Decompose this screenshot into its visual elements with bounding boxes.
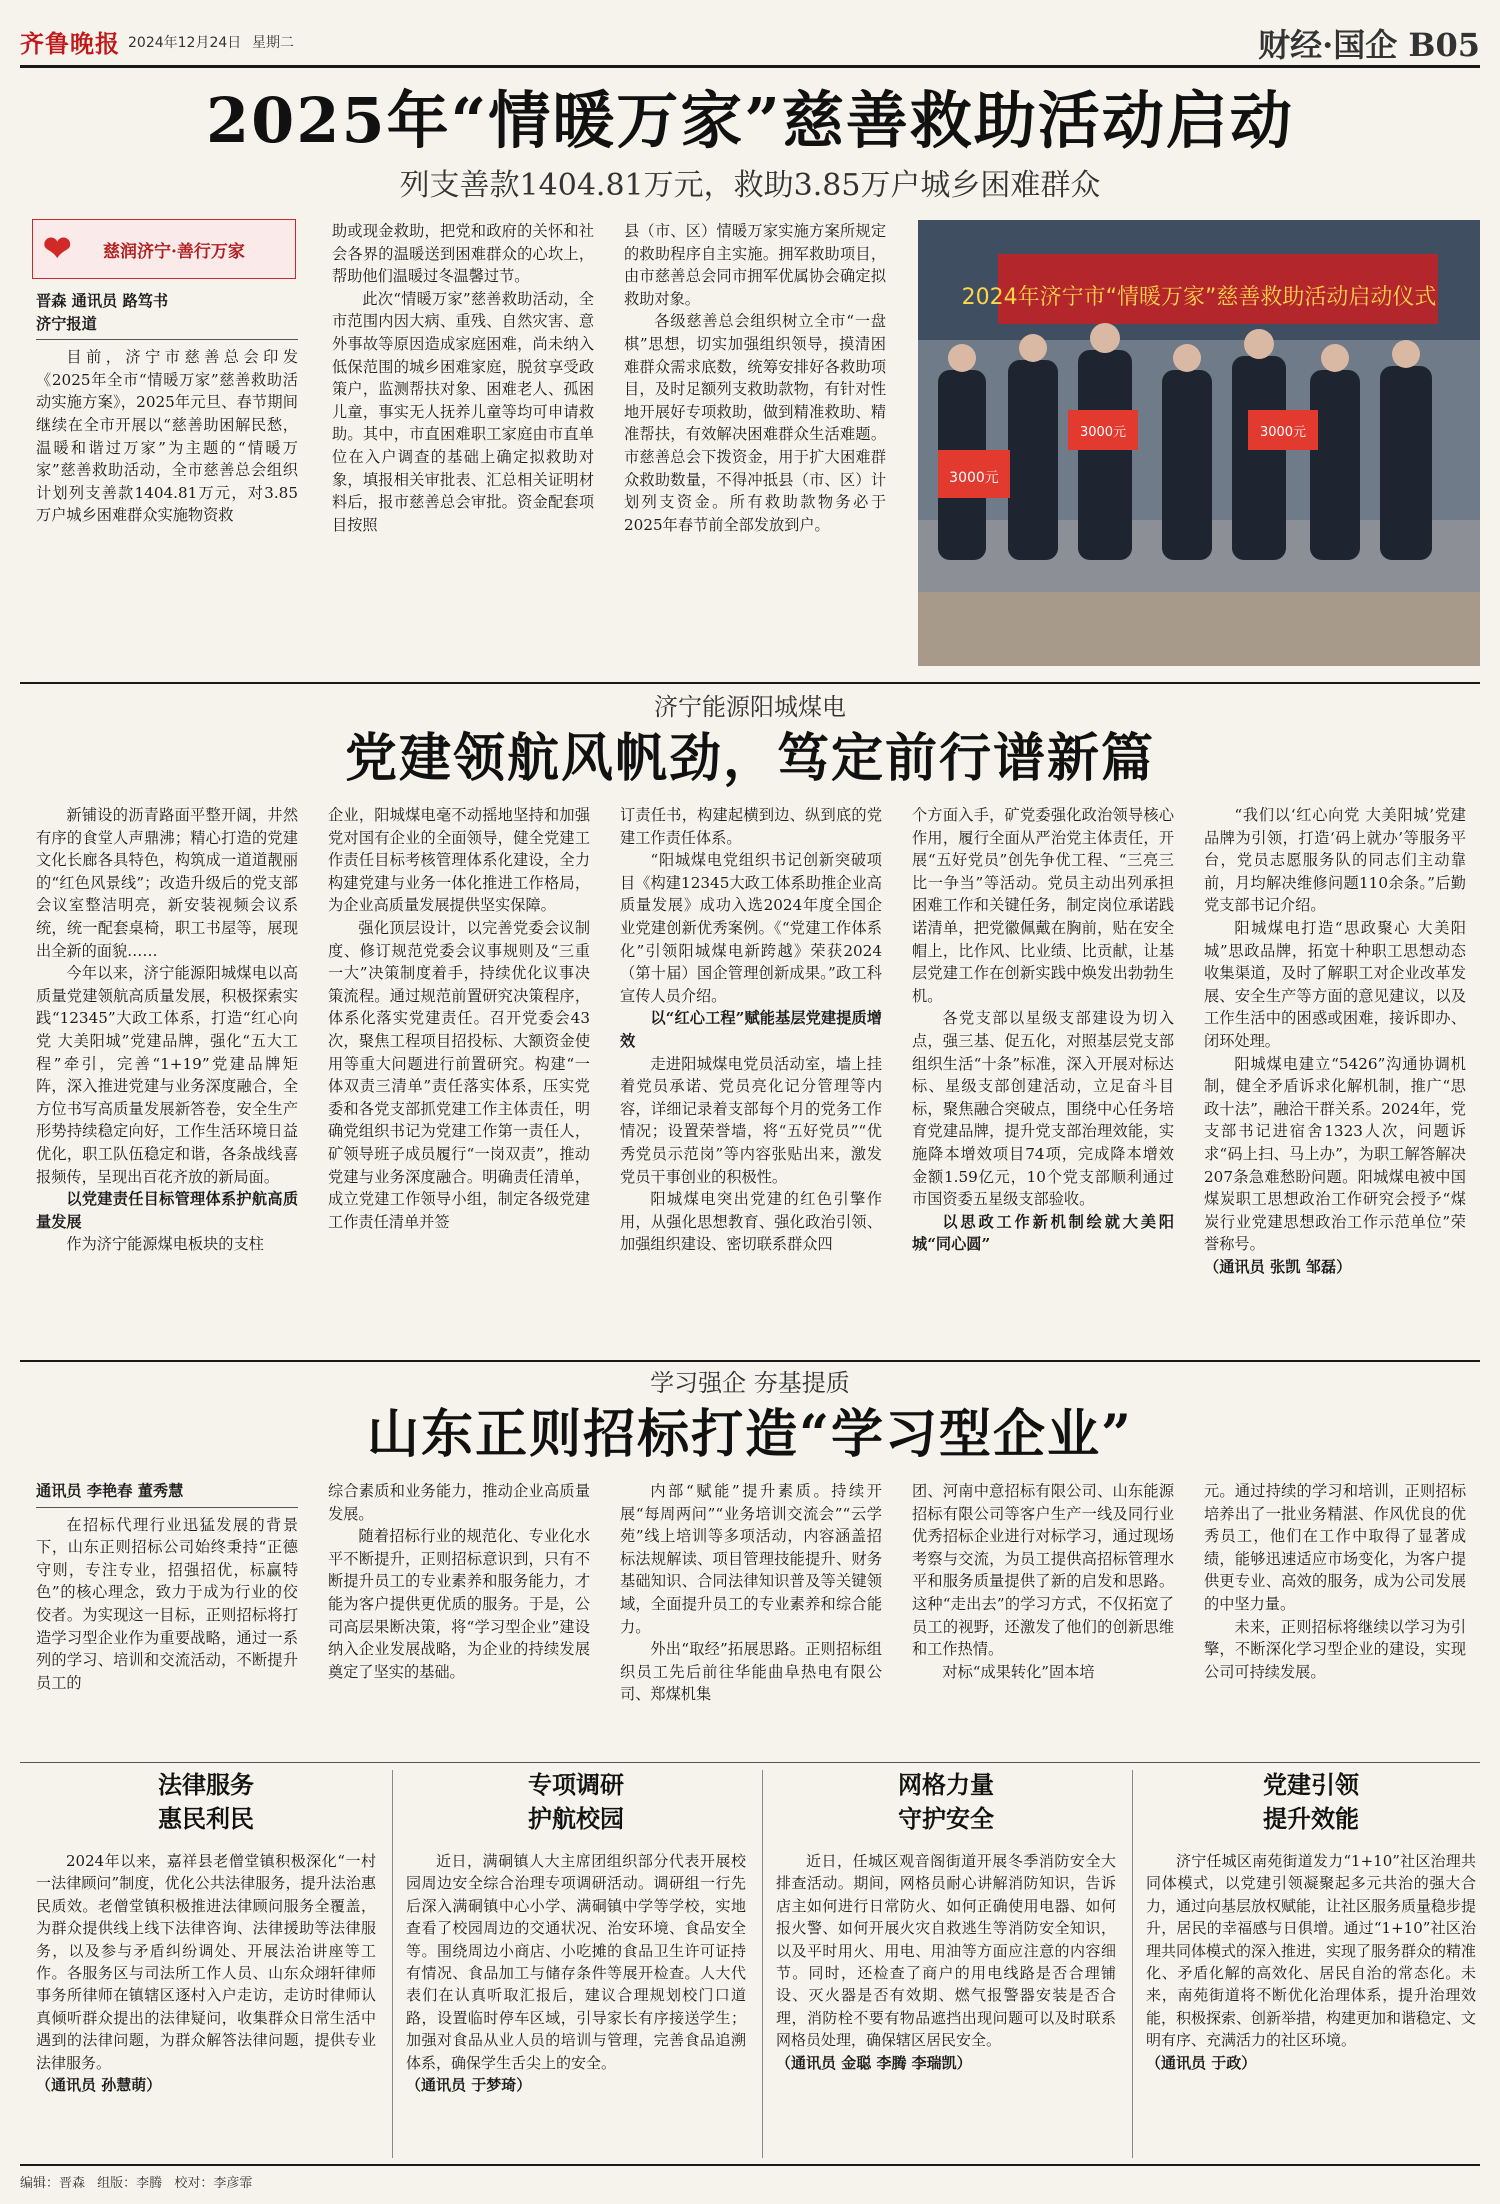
brief-title-line: 护航校园 [528,1804,624,1833]
brief-text: 济宁任城区南苑街道发力“1+10”社区治理共同体模式，以党建引领凝聚起多元共治的强大合力，通过向基层放权赋能，让社区服务质量稳步提升，居民的幸福感与日俱增。通过“1+10”社区治理共同体模式的深入推进，实现了服务群众的精准化、矛盾化解的高效化、居民自治的常态化。未来，南苑街道将不断优化治理体系，提升治理效能，积极探索、创新举措，构建更加和谐稳定、文明有序、充满活力的社区环境。 [1146,1852,1476,2050]
article1-col2 [332,220,594,666]
brief-title [36,1768,376,1836]
divider [20,1762,1480,1763]
brief-title [776,1768,1116,1836]
article1-headline: 2025年“情暖万家”慈善救助活动启动 [206,84,1294,157]
brief-body [36,1850,376,2160]
article3-paragraph: 团、河南中意招标有限公司、山东能源招标有限公司等客户生产一线及同行业优秀招标企业进行对标学习，通过现场考察与交流，为员工提供高招标管理水平和服务质量提供了新的启发和思路。这种“走出去”的学习方式，不仅拓宽了员工的视野，还激发了他们的创新思维和工作热情。 [912,1482,1174,1659]
article3-col5 [1204,1480,1466,1756]
brief-title [406,1768,746,1836]
heart-icon: ❤ [43,229,72,269]
ceremony-photo [918,220,1480,666]
article2-paragraph: 作为济宁能源煤电板块的支柱 [66,1235,264,1254]
article1-paragraph: 目前，济宁市慈善总会印发《2025年全市“情暖万家”慈善救助活动实施方案》，2025年元旦、春节期间继续在全市开展以“慈善助困解民愁，温暖和谐过万家”为主题的“情暖万家”慈善救助活动，全市慈善总会组织计划列支善款1404.81万元，对3.85万户城乡困难群众实施物资救 [36,348,298,525]
article2-author: （通讯员 张凯 邹磊） [1204,1257,1352,1276]
article3-col2 [328,1480,590,1756]
article3-paragraph: 随着招标行业的规范化、专业化水平不断提升，正则招标意识到，只有不断提升员工的专业素养和服务能力，才能为客户提供更优质的服务。于是，公司高层果断决策，将“学习型企业”建设纳入企业发展战略，为企业的持续发展奠定了坚实的基础。 [328,1527,590,1681]
article3-headline: 山东正则招标打造“学习型企业” [367,1404,1133,1465]
article1-paragraph: 此次“情暖万家”慈善救助活动，全市范围内因大病、重残、自然灾害、意外事故等原因造成家庭困难，尚未纳入低保范围的城乡困难家庭，脱贫享受政策户，监测帮扶对象、困难老人、孤困儿童，事实无人抚养儿童等均可申请救助。其中，市直困难职工家庭由市直单位在入户调查的基础上确定拟救助对象，填报相关审批表、汇总相关证明材料后，报市慈善总会审批。资金配套项目按照 [332,289,594,534]
footer-editor: 编辑：晋森 [20,2176,86,2191]
article2-paragraph: 订责任书，构建起横到边、纵到底的党建工作责任体系。 [620,806,882,847]
article2-paragraph: 强化顶层设计，以完善党委会议制度、修订规范党委会议事规则及“三重一大”决策制度着手，持续优化议事决策流程。通过规范前置研究决策程序，体系化落实党建责任。召开党委会43次，聚焦工程项目招投标、大额资金使用等重大问题进行前置研究。构建“一体双责三清单”责任落实体系，压实党委和各党支部抓党建工作主体责任，明确党组织书记为党建工作第一责任人，矿领导班子成员履行“一岗双责”，推动党建与业务深度融合。明确责任清单，成立党建工作领导小组，制定各级党建工作责任清单并签 [328,918,590,1231]
article2-col5 [1204,804,1466,1352]
brief-text: 2024年以来，嘉祥县老僧堂镇积极深化“一村一法律顾问”制度，优化公共法律服务，提升法治惠民质效。老僧堂镇积极推进法律顾问服务全覆盖，为群众提供线上线下法律咨询、法律援助等法律服务，以及参与矛盾纠纷调处、开展法治讲座等工作。各服务区与司法所工作人员、山东众翊轩律师事务所律师在镇辖区逐村入户走访，走访时律师认真倾听群众提出的法律疑问，收集群众日常生活中遇到的法律问题，为群众解答法律问题，提供专业法律服务。 [36,1852,376,2072]
brief-body [776,1850,1116,2160]
page-footer [20,2164,1480,2191]
brief-title-line: 法律服务 [158,1770,254,1799]
article3-paragraph: 元。通过持续的学习和培训，正则招标培养出了一批业务精湛、作风优良的优秀员工，他们在工作中取得了显著成绩，能够迅速适应市场变化，为客户提供更专业、高效的服务，成为公司发展的中坚力量。 [1204,1482,1466,1613]
column-divider [762,1770,763,2158]
brief-text: 近日，满硐镇人大主席团组织部分代表开展校园周边安全综合治理专项调研活动。调研组一行先后深入满硐镇中心小学、满硐镇中学等学校，实地查看了校园周边的交通状况、治安环境、食品安全等。围绕周边小商店、小吃摊的食品卫生许可证持有情况、食品加工与储存条件等展开检查。人大代表们在认真听取汇报后，建议合理规划校门口道路，设置临时停车区域，引导家长有序接送学生；加强对食品从业人员的培训与管理，完善食品追溯体系，确保学生舌尖上的安全。 [406,1852,746,2072]
column-divider [392,1770,393,2158]
issue-weekday: 星期二 [252,35,294,51]
article2-paragraph: 新铺设的沥青路面平整开阔，井然有序的食堂人声鼎沸；精心打造的党建文化长廊各具特色，构筑成一道道靓丽的“红色风景线”；改造升级后的党支部会议室整洁明亮，新安装视频会议系统，统一配套桌椅，职工书屋等，展现出全新的面貌…… [36,806,298,960]
issue-date: 2024年12月24日 [128,35,242,51]
article3-kicker: 学习强企 夯基提质 [650,1369,850,1397]
article3-paragraph: 未来，正则招标将继续以学习为引擎，不断深化学习型企业的建设，实现公司可持续发展。 [1204,1617,1466,1681]
article2-paragraph: 各党支部以星级支部建设为切入点，强三基、促五化，对照基层党支部组织生活“十条”标准，深入开展对标达标、星级支部创建活动，立足奋斗目标，聚焦融合突破点，围绕中心任务培育党建品牌，提升党支部治理效能，实施降本增效项目74项，完成降本增效金额1.59亿元，10个党支部顺利通过市国资委五星级支部验收。 [912,1009,1174,1209]
footer-designer: 组版：李腾 [97,2176,163,2191]
brief-title-line: 守护安全 [898,1804,994,1833]
article3-paragraph: 对标“成果转化”固本培 [942,1662,1095,1681]
article2-headline: 党建领航风帆劲，笃定前行谱新篇 [344,728,1155,789]
brief-body [406,1850,746,2160]
article2-subheading: 以“红心工程”赋能基层党建提质增效 [620,1009,882,1050]
article2-col4 [912,804,1174,1352]
brief-author: （通讯员 孙慧萌） [36,2076,162,2095]
article2-col3 [620,804,882,1352]
article2-col2 [328,804,590,1352]
article2-paragraph: “阳城煤电党组织书记创新突破项目《构建12345大政工体系助推企业高质量发展》成功入选2024年度全国企业党建创新优秀案例。《“党建工作体系化”引领阳城煤电新跨越》荣获2024（第十届）国企管理创新成果。”政工科宣传人员介绍。 [620,851,882,1005]
article2-subheading: 以党建责任目标管理体系护航高质量发展 [36,1190,298,1231]
article2-col1 [36,804,298,1352]
newspaper-page [20,14,1480,2190]
brief-body [1146,1850,1476,2160]
newspaper-logo: 齐鲁晚报 [20,29,120,58]
article2-kicker: 济宁能源阳城煤电 [654,693,846,721]
article2-paragraph: 阳城煤电建立“5426”沟通协调机制，健全矛盾诉求化解机制，推广“思政十法”，融洽干群关系。2024年，党支部书记进宿舍1323人次，问题诉求“码上扫、马上办”，为职工解答解决207条急难愁盼问题。阳城煤电被中国煤炭职工思想政治工作研究会授予“煤炭行业党建思想政治工作示范单位”荣誉称号。 [1204,1054,1466,1254]
article2-paragraph: 今年以来，济宁能源阳城煤电以高质量党建领航高质量发展，积极探索实践“12345”大政工体系，打造“红心向党 大美阳城”党建品牌，强化“五大工程”牵引，完善“1+19”党建品牌矩阵，深入推进党建与业务深度融合，全方位书写高质量发展新答卷，安全生产形势持续稳定向好，工作生活环境日益优化，职工队伍稳定和谐，各条战线喜报频传，呈现出百花齐放的新局面。 [36,964,298,1186]
brief-title-line: 党建引领 [1263,1770,1359,1799]
brief-author: （通讯员 于梦琦） [406,2076,532,2095]
footer-proofreader: 校对：李彦霏 [174,2176,253,2191]
article2-paragraph: 走进阳城煤电党员活动室，墙上挂着党员承诺、党员亮化记分管理等内容，详细记录着支部每个月的党务工作情况；设置荣誉墙，将“五好党员”“优秀党员示范岗”等内容张贴出来，激发党员干事创业的积极性。 [620,1054,882,1186]
article1-byline-place: 济宁报道 [36,313,298,341]
article3-paragraph: 内部“赋能”提升素质。持续开展“每周两问”“业务培训交流会”“云学苑”线上培训等多项活动，内容涵盖招标法规解读、项目管理技能提升、财务基础知识、合同法律知识普及等关键领域，全面提升员工的专业素养和综合能力。 [620,1482,882,1636]
charity-banner [32,219,296,279]
article2-paragraph: 企业，阳城煤电毫不动摇地坚持和加强党对国有企业的全面领导，健全党建工作责任目标考核管理体系化建设，全力构建党建与业务一体化推进工作格局，为企业高质量发展提供坚实保障。 [328,806,590,915]
article2-paragraph: 个方面入手，矿党委强化政治领导核心作用，履行全面从严治党主体责任，开展“五好党员”创先争优工程、“三亮三比一争当”等活动。党员主动出列承担困难工作和关键任务，制定岗位承诺践诺清单，把党徽佩戴在胸前，贴在安全帽上，比作风、比业绩、比贡献，让基层党建工作在创新实践中焕发出勃勃生机。 [912,806,1174,1005]
divider [20,682,1480,684]
article2-subheading: 以思政工作新机制绘就大美阳城“同心圆” [912,1212,1174,1254]
article1-subtitle: 列支善款1404.81万元，救助3.85万户城乡困难群众 [399,168,1101,203]
column-divider [1132,1770,1133,2158]
photo-board-text: 3000元 [949,470,999,486]
article3-col1 [36,1480,298,1756]
article1-paragraph: 各级慈善总会组织树立全市“一盘棋”思想，切实加强组织领导，摸清困难群众需求底数，统筹安排好各救助项目，及时足额列支救助款物，有针对性地开展好专项救助，做到精准救助、精准帮扶，有效解决困难群众生活难题。市慈善总会下拨资金，用于扩大困难群众救助数量，不得冲抵县（市、区）计划列支资金。所有救助款物务必于2025年春节前全部发放到户。 [624,312,886,534]
brief-text: 近日，任城区观音阁街道开展冬季消防安全大排查活动。期间，网格员耐心讲解消防知识，告诉店主如何进行日常防火、如何正确使用电器、如何报火警、如何开展火灾自救逃生等消防安全知识，以及平时用火、用电、用油等方面应注意的内容细节。同时，还检查了商户的用电线路是否合理铺设、灭火器是否有效期、燃气报警器安装是否合理，消防栓不要有物品遮挡出现问题可以及时联系网格员处理，确保辖区居民安全。 [776,1852,1116,2050]
brief-author: （通讯员 金聪 李腾 李瑞凯） [776,2053,972,2072]
article3-paragraph: 综合素质和业务能力，推动企业高质量发展。 [328,1482,590,1523]
article2-paragraph: 阳城煤电突出党建的红色引擎作用，从强化思想教育、强化政治引领、加强组织建设、密切联系群众四 [620,1190,882,1254]
article2-paragraph: “我们以‘红心向党 大美阳城’党建品牌为引领，打造‘码上就办’等服务平台，党员志愿服务队的同志们主动靠前，月均解决维修问题110余条。”后勤党支部书记介绍。 [1204,806,1466,915]
section-name: 财经·国企 B05 [1258,26,1480,64]
article3-paragraph: 在招标代理行业迅猛发展的背景下，山东正则招标公司始终秉持“正德守则，专注专业，招强招优，标赢特色”的核心理念，致力于成为行业的佼佼者。为实现这一目标，正则招标将打造学习型企业作为重要战略，通过一系列的学习、培训和交流活动，不断提升员工的 [36,1515,298,1692]
brief-title-line: 惠民利民 [158,1804,254,1833]
photo-board-text: 3000元 [1259,425,1307,440]
brief-title-line: 专项调研 [528,1770,624,1799]
brief-title [1146,1768,1476,1836]
photo-board-text: 3000元 [1079,425,1127,440]
brief-title-line: 网格力量 [898,1770,994,1799]
masthead [20,14,1480,68]
article3-paragraph: 外出“取经”拓展思路。正则招标组织员工先后前往华能曲阜热电有限公司、郑煤机集 [620,1640,882,1704]
article1-col3 [624,220,886,666]
divider [20,1360,1480,1362]
article1-col1 [36,290,298,666]
article1-paragraph: 县（市、区）情暖万家实施方案所规定的救助程序自主实施。拥军救助项目，由市慈善总会同市拥军优属协会确定拟救助对象。 [624,222,886,308]
brief-author: （通讯员 于政） [1146,2053,1257,2072]
article2-paragraph: 阳城煤电打造“思政聚心 大美阳城”思政品牌，拓宽十种职工思想动态收集渠道，及时了解职工对企业改革发展、安全生产等方面的意见建议，以及工作生活中的困惑或困难，接诉即办、闭环处理。 [1204,918,1466,1050]
article3-byline: 通讯员 李艳春 董秀慧 [36,1480,298,1508]
brief-title-line: 提升效能 [1263,1804,1359,1833]
article1-byline: 晋森 通讯员 路笃书 [36,292,169,310]
photo-banner-text: 2024年济宁市“情暖万家”慈善救助活动启动仪式 [961,285,1437,310]
article1-paragraph: 助或现金救助，把党和政府的关怀和社会各界的温暖送到困难群众的心坎上，帮助他们温暖过冬温馨过节。 [332,222,594,286]
article3-col3 [620,1480,882,1756]
article3-col4 [912,1480,1174,1756]
banner-text: 慈润济宁·善行万家 [103,241,245,262]
